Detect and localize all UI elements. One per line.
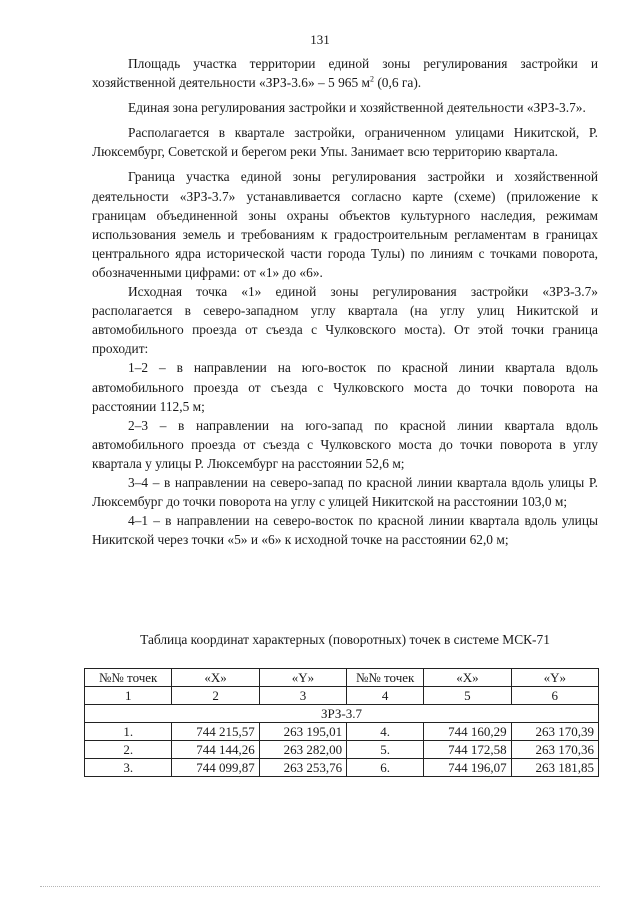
x-coordinate-cell: 744 196,07	[424, 759, 511, 777]
table-caption: Таблица координат характерных (поворотных) точек в системе МСК-71	[140, 632, 550, 647]
point-number-cell: 2.	[85, 741, 172, 759]
table-row	[85, 741, 599, 759]
point-number-cell: 5.	[347, 741, 424, 759]
table-row	[85, 759, 599, 777]
x-coordinate-cell: 744 215,57	[172, 723, 259, 741]
paragraph-location: Располагается в квартале застройки, ограниченном улицами Никитской, Р. Люксембург, Советской и берегом реки Упы. Занимает всю территорию квартала.	[92, 125, 598, 160]
zone-cell: ЗРЗ-3.7	[85, 705, 599, 723]
paragraph-segment-2-3: 2–3 – в направлении на юго-запад по красной линии квартала вдоль автомобильного проезда от съезда с Чулковского моста до точки поворота в углу квартала у улицы Р. Люксембург на расстоянии 52,6 м;	[92, 417, 598, 471]
zone-row	[85, 705, 599, 723]
page-number: 131	[310, 32, 330, 47]
paragraph-segment-3-4: 3–4 – в направлении на северо-запад по красной линии квартала вдоль улицы Р. Люксембург до точки поворота на углу с улицей Никитской на расстоянии 103,0 м;	[92, 474, 598, 510]
header-cell: «X»	[172, 669, 259, 687]
coordinates-table	[84, 668, 599, 777]
paragraph-start-point: Исходная точка «1» единой зоны регулирования застройки «ЗРЗ-3.7» располагается в северо-западном углу квартала (на углу улиц Никитской и автомобильного проезда от съезда с Чулковского моста). От этой точки граница проходит:	[92, 284, 598, 357]
header-cell: №№ точек	[347, 669, 424, 687]
x-coordinate-cell: 744 160,29	[424, 723, 511, 741]
point-number-cell: 3.	[85, 759, 172, 777]
paragraph-boundary: Граница участка единой зоны регулирования застройки и хозяйственной деятельности «ЗРЗ-3.7» устанавливается согласно карте (схеме) (приложение к границам объединенной зоны охраны объектов культурного наследия, режимам использования земель и требованиям к градостроительным регламентам в границах центрального ядра исторической части города Тулы) по линиям с точками поворота, обозначенными цифрами: от «1» до «6».	[92, 169, 598, 280]
column-number-cell: 3	[259, 687, 346, 705]
paragraph-segment-1-2: 1–2 – в направлении на юго-восток по красной линии квартала вдоль автомобильного проезда от съезда с Чулковского моста до точки поворота на расстоянии 112,5 м;	[92, 360, 598, 414]
y-coordinate-cell: 263 282,00	[259, 741, 346, 759]
y-coordinate-cell: 263 181,85	[511, 759, 598, 777]
scan-artifact-line	[40, 886, 600, 887]
y-coordinate-cell: 263 253,76	[259, 759, 346, 777]
y-coordinate-cell: 263 195,01	[259, 723, 346, 741]
y-coordinate-cell: 263 170,39	[511, 723, 598, 741]
y-coordinate-cell: 263 170,36	[511, 741, 598, 759]
paragraph-zone-title: Единая зона регулирования застройки и хозяйственной деятельности «ЗРЗ-3.7».	[128, 100, 586, 116]
column-number-row	[85, 687, 599, 705]
column-number-cell: 2	[172, 687, 259, 705]
header-cell: «Y»	[259, 669, 346, 687]
x-coordinate-cell: 744 099,87	[172, 759, 259, 777]
point-number-cell: 6.	[347, 759, 424, 777]
column-number-cell: 6	[511, 687, 598, 705]
header-cell: №№ точек	[85, 669, 172, 687]
x-coordinate-cell: 744 144,26	[172, 741, 259, 759]
point-number-cell: 4.	[347, 723, 424, 741]
table-header-row	[85, 669, 599, 687]
table-row	[85, 723, 599, 741]
column-number-cell: 5	[424, 687, 511, 705]
x-coordinate-cell: 744 172,58	[424, 741, 511, 759]
paragraph-segment-4-1: 4–1 – в направлении на северо-восток по красной линии квартала вдоль улицы Никитской через точки «5» и «6» к исходной точке на расстоянии 62,0 м;	[92, 513, 598, 548]
document-body	[92, 54, 598, 549]
column-number-cell: 1	[85, 687, 172, 705]
column-number-cell: 4	[347, 687, 424, 705]
point-number-cell: 1.	[85, 723, 172, 741]
header-cell: «X»	[424, 669, 511, 687]
paragraph-area-zrz-3-6: Площадь участка территории единой зоны регулирования застройки и хозяйственной деятельности «ЗРЗ-3.6» – 5 965 $м^2$ (0,6 га).	[92, 56, 598, 91]
header-cell: «Y»	[511, 669, 598, 687]
